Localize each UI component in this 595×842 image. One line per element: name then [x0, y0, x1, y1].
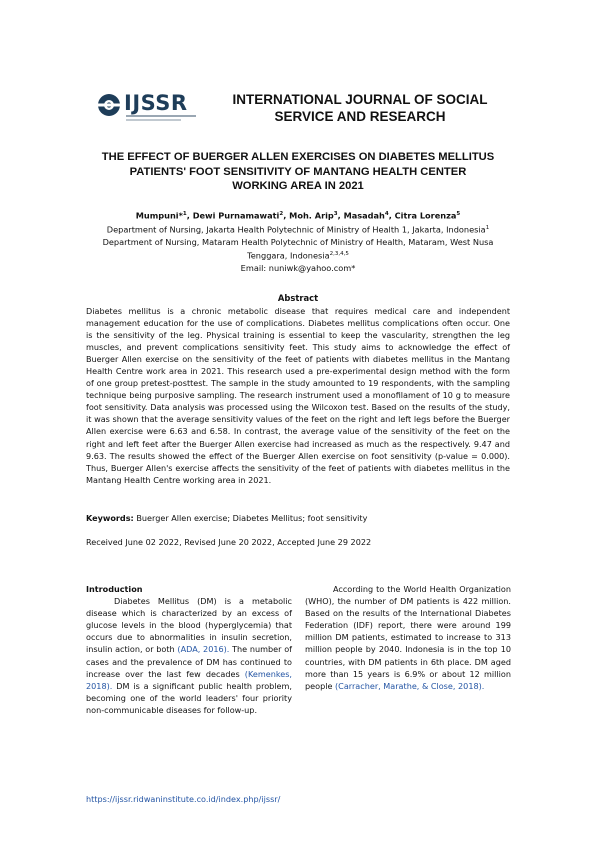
affiliation-1	[60, 222, 536, 236]
journal-name-line-1: INTERNATIONAL JOURNAL OF SOCIAL	[232, 92, 488, 107]
logo-tagline-bar	[126, 115, 196, 117]
paper-title-line-1: THE EFFECT OF BUERGER ALLEN EXERCISES ON DIABETES MELLITUS	[101, 151, 495, 163]
abstract-text: Diabetes mellitus is a chronic metabolic disease that requires medical care and independent management education for the use of complications. Diabetes mellitus complications often occur. One is the sensitivity of the leg. Physical training is essential to keep the vascularity, strengthen the leg muscles, and prevent complications sensitivity feet. This study aims to acknowledge the effect of Buerger Allen exercise on the sensitivity of the feet of patients with diabetes mellitus in the Mantang Health Centre work area in 2021. This research used a pre-experimental design method with the form of one group pretest-posttest. The sample in the study amounted to 19 respondents, with the sampling technique being purposive sampling. The research instrument used a monofilament of 10 g to measure foot sensitivity. Data analysis was processed using the Wilcoxon test. Based on the results of the study, it was shown that the average sensitivity values of the feet on the right and left legs before the Buerger Allen exercise were 6.63 and 6.58. In contrast, the average value of the sensitivity of the feet on the right and left feet after the Buerger Allen exercise had increased as much as the respectively. 9.47 and 9.63. The results showed the effect of the Buerger Allen exercise on foot sensitivity (p-value = 0.000). Thus, Buerger Allen's exercise affects the sensitivity of the feet of patients with diabetes mellitus in the Mantang Health Centre working area in 2021.	[86, 306, 510, 485]
affiliation-1-sup: 1	[485, 225, 490, 232]
abstract-heading: Abstract	[277, 293, 319, 303]
paper-title-line-2: PATIENTS' FOOT SENSITIVITY OF MANTANG HEALTH CENTER	[129, 165, 467, 178]
globe-logo-icon	[96, 92, 122, 118]
logo-tagline-bar-2	[126, 119, 181, 121]
intro-paragraph-1	[86, 595, 292, 716]
affiliation-2: Department of Nursing, Mataram Health Polytechnic of Ministry of Health, Mataram, West Nusa	[102, 237, 494, 248]
received-dates: Received June 02 2022, Revised June 20 2022, Accepted June 29 2022	[86, 537, 372, 547]
journal-name-line-2: SERVICE AND RESEARCH	[274, 109, 446, 124]
journal-logo	[96, 90, 211, 124]
affiliation-1-text: Department of Nursing, Jakarta Health Polytechnic of Ministry of Health 1, Jakarta, Indonesia	[106, 224, 486, 235]
journal-name	[212, 91, 508, 125]
intro-p1-text-c: DM is a significant public health problem, becoming one of the world leaders' four priority non-communicable diseases for follow-up.	[86, 680, 292, 715]
author-1: Mumpuni*	[135, 210, 183, 221]
authors-block	[60, 208, 536, 275]
author-2-sup: 2	[279, 211, 284, 217]
logo-wordmark: IJSSR	[124, 91, 188, 115]
keywords-text: Buerger Allen exercise; Diabetes Mellitus; foot sensitivity	[136, 513, 368, 523]
author-email: Email: nuniwk@yahoo.com*	[240, 263, 356, 274]
keywords	[86, 512, 510, 524]
keywords-label: Keywords:	[86, 513, 134, 523]
author-5-sup: 5	[456, 211, 461, 217]
citation-ada-2016[interactable]: (ADA, 2016).	[177, 644, 230, 655]
author-4: Masadah	[343, 210, 385, 221]
paper-title-line-3: WORKING AREA IN 2021	[232, 180, 364, 192]
citation-kemenkes-2018[interactable]: (Kemenkes, 2018).	[86, 668, 292, 691]
intro-heading: Introduction	[86, 584, 143, 594]
intro-p1-text-b: The number of cases and the prevalence of DM has continued to increase over the last few decades	[86, 644, 292, 679]
author-2: Dewi Purnamawati	[192, 210, 280, 221]
paper-title	[78, 150, 518, 194]
affiliation-2b-text: Tenggara, Indonesia	[247, 251, 330, 262]
author-4-sup: 4	[384, 211, 389, 217]
affiliation-2-sup: 2,3,4,5	[329, 251, 349, 258]
author-3: Moh. Arip	[289, 210, 334, 221]
citation-carracher-2018[interactable]: (Carracher, Marathe, & Close, 2018).	[335, 680, 485, 691]
affiliation-2-cont	[60, 248, 536, 262]
intro-column-right	[305, 583, 511, 692]
author-3-sup: 3	[333, 211, 338, 217]
author-1-sup: 1	[182, 211, 187, 217]
intro-paragraph-2	[305, 583, 511, 692]
intro-p2-text: According to the World Health Organization (WHO), the number of DM patients is 422 million. Based on the results of the International Diabetes Federation (IDF) report, there were around 199 million DM patients, estimated to increase to 313 million people by 2040. Indonesia is in the top 10 countries, with DM patients in 6th place. DM aged more than 15 years is 6.9% or about 12 million people	[305, 584, 511, 691]
intro-p1-text-a: Diabetes Mellitus (DM) is a metabolic disease which is characterized by an excess of glucose levels in the blood (hyperglycemia) that occurs due to abnormalities in insulin secretion, insulin action, or both	[86, 596, 292, 655]
footer-url-link[interactable]: https://ijssr.ridwaninstitute.co.id/index.php/ijssr/	[86, 794, 281, 804]
author-5: Citra Lorenza	[394, 210, 457, 221]
intro-column-left	[86, 583, 292, 716]
author-names: Mumpuni*$^1$, Dewi Purnamawati$^2$, Moh. Arip$^3$, Masadah$^4$, Citra Lorenza$^5$	[135, 210, 461, 221]
